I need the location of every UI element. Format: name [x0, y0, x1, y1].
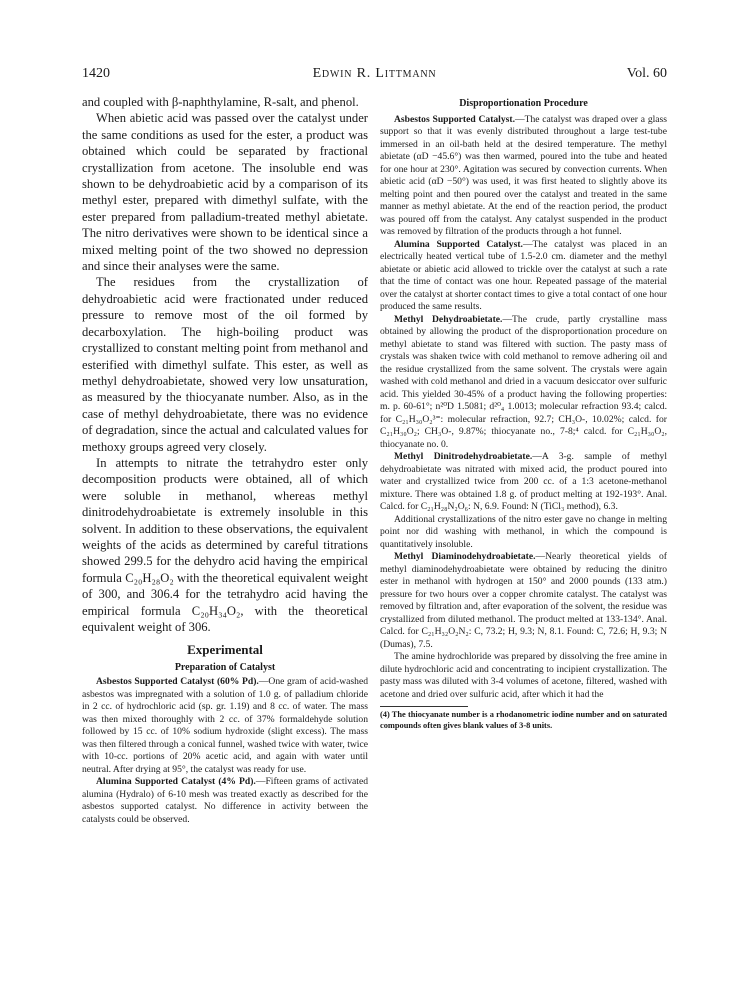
paragraph — [82, 676, 368, 776]
paragraph-heading: Methyl Diaminodehydroabietate. — [394, 551, 536, 562]
body-text — [82, 94, 368, 635]
left-column — [82, 94, 368, 826]
volume-number: Vol. 60 — [626, 66, 667, 81]
paragraph-body: —The catalyst was draped over a glass support so that it was evenly distributed throughout a large test-tube immersed in an oil-bath held at the desired temperature. The methyl abietate (αD −45.6°) was then warmed, poured into the tube and heated for one hour at 230°. Agitation was secured by convection currents. When abietic acid (αD −50°) was used, it was first heated to slightly above its melting point and then poured over the catalyst and treated in the same manner as methyl abietate. At the end of the reaction period, the product was poured off from the catalyst. Any catalyst suspended in the product was removed by filtration of the products through a hot funnel. — [380, 113, 668, 237]
paragraph-body: Additional crystallizations of the nitro ester gave no change in melting point nor did washing with methanol, in which the compound is quantitatively insoluble. — [380, 513, 667, 550]
paragraph-heading: Methyl Dehydroabietate. — [394, 313, 503, 325]
section-title: Experimental — [187, 642, 263, 658]
paragraph-heading: Alumina Supported Catalyst (4% Pd). — [96, 776, 256, 788]
paragraph-heading: Asbestos Supported Catalyst (60% Pd). — [96, 676, 259, 688]
paragraph-heading: Methyl Dinitrodehydroabietate. — [394, 451, 533, 462]
paragraph — [82, 776, 368, 826]
paragraph-body: —Nearly theoretical yields of methyl diaminodehydroabietate were obtained by reducing the dinitro ester in methanol with hydrogen at 150° and 2000 pounds (133 atm.) pressure for two hours over a copper chromite catalyst. The catalyst was removed by filtration and, after evaporation of the solvent, the residue was crystallized from diluted methanol. The product melted at 133-134°. Anal. Calcd. for C₂₁H₃₂O₂N₂: C, 73.2; H, 9.3; N, 8.1. Found: C, 72.6; H, 9.3; N (Dumas), 7.5. — [380, 551, 667, 650]
paragraph — [380, 239, 667, 314]
page-number: 1420 — [82, 66, 110, 81]
paragraph-body: —Fifteen grams of activated alumina (Hydralo) of 6-10 mesh was treated exactly as described for the asbestos supported catalyst. No difference in activity between the catalysts could be observed. — [82, 776, 369, 825]
footnote-rule — [380, 706, 468, 707]
paragraph — [380, 651, 667, 701]
catalyst-text — [82, 676, 368, 826]
running-header — [82, 66, 667, 86]
paragraph: and coupled with β-naphthylamine, R-salt, and phenol. — [82, 95, 359, 109]
subsection-title: Disproportionation Procedure — [459, 98, 588, 109]
paragraph — [380, 514, 667, 552]
paragraph-body: The amine hydrochloride was prepared by dissolving the free amine in dilute hydrochloric acid and concentrating to incipient crystallization. The pasty mass was diluted with 3-4 volumes of acetone, filtered, washed with acetone and dried over sulfuric acid, after which it had the — [380, 651, 667, 700]
footnote: (4) The thiocyanate number is a rhodanometric iodine number and on saturated compounds often gives blank values of 3-8 units. — [380, 710, 667, 730]
paragraph — [380, 114, 667, 239]
author-name: Edwin R. Littmann — [312, 66, 437, 81]
paragraph-heading: Asbestos Supported Catalyst. — [394, 113, 515, 125]
subsection-title: Preparation of Catalyst — [174, 662, 276, 674]
paragraph-body: —A 3-g. sample of methyl dehydroabietate was nitrated with mixed acid, the product poured into water and crystallized twice from 200 cc. of a 1:3 acetone-methanol mixture. There was obtained 1.8 g. of product melting at 192-193°. Anal. Calcd. for C₂₁H₂₈N₂O₆: N, 6.9. Found: N (TiCl₃ method), 6.3. — [380, 451, 668, 512]
paragraph — [380, 451, 667, 514]
paragraph: When abietic acid was passed over the catalyst under the same conditions as used for the ester, a product was obtained which could be separated by fractional crystallization from acetone. The insoluble end was shown to be dehydroabietic acid by a comparison of its methyl ester, prepared with dimethyl sulfate, with the ester prepared from palladium-treated methyl abietate. The nitro derivatives were shown to be identical since a mixed melting point of the two showed no depression and since their analyses were the same. — [82, 111, 368, 274]
paragraph — [380, 314, 667, 452]
paragraph — [380, 551, 667, 651]
paragraph: In attempts to nitrate the tetrahydro ester only decomposition products were obtained, all of which were soluble in methanol, whereas methyl dinitrodehydroabietate is extremely insoluble in this solvent. In addition to these observations, the equivalent weights of the acids as determined by careful titrations showed 299.5 for the dehydro acid having the empirical formula C₂₀H₂₈O₂ with the theoretical equivalent weight of 300, and 306.4 for the tetrahydro acid having the empirical formula C₂₀H₃₄O₂, with the theoretical equivalent weight of 306. — [82, 455, 368, 634]
paragraph-heading: Alumina Supported Catalyst. — [394, 238, 523, 250]
paragraph: The residues from the crystallization of dehydroabietic acid were fractionated under reduced pressure to remove most of the oil formed by decarboxylation. The high-boiling product was crystallized to constant melting point from methanol and esterified with dimethyl sulfate. This ester, as well as methyl dehydroabietate, showed very low unsaturation, as measured by the thiocyanate number. Also, as in the case of methyl dehydroabietate, there was no evidence of degradation, since the actual and calculated values for methoxy groups agreed very closely. — [82, 275, 368, 454]
paragraph-body: —The crude, partly crystalline mass obtained by allowing the product of the disproportionation procedure on methyl abietate to stand was filtered with suction. The pasty mass of crystals was shaken twice with cold methanol to remove adhering oil and the residue crystallized from the same solvent. The crystals were again washed with cold methanol and dried in a vacuum desiccator over sulfuric acid. This yielded 30-45% of a product having the following properties: m. p. 60-61°; n²⁰D 1.5081; d²⁰₄ 1.0013; molecular refraction 93.4; calcd. for C₂₁H₃₀O₂³⁼: molecular refraction, 92.7; CH₃O-, 10.02%; calcd. for C₂₁H₃₀O₂; CH₃O-, 9.87%; thiocyanate no., 7-8;⁴ calcd. for C₂₁H₃₀O₂, thiocyanate no. 0. — [380, 313, 667, 450]
paragraph-body: —The catalyst was placed in an electrically heated vertical tube of 1.5-2.0 cm. diameter and the methyl abietate or abietic acid allowed to trickle over the catalyst at such a rate that the time of contact was one hour. Repeated passage of the material over the catalyst at shorter contact times to give a total contact of one hour produced the same results. — [380, 238, 667, 312]
paragraph-body: —One gram of acid-washed asbestos was impregnated with a solution of 1.0 g. of palladium chloride in 2 cc. of hydrochloric acid (sp. gr. 1.19) and 8 cc. of water. The mass was then mixed thoroughly with 2 cc. of 37% formaldehyde solution followed by 15 cc. of 10% sodium hydroxide (slight excess). The mass was then filtered through a conical funnel, washed twice with water, twice with 10-cc. portions of 20% acetic acid, and again with water until neutral. After drying at 95°, the catalyst was ready for use. — [82, 676, 369, 775]
right-column — [380, 98, 667, 731]
